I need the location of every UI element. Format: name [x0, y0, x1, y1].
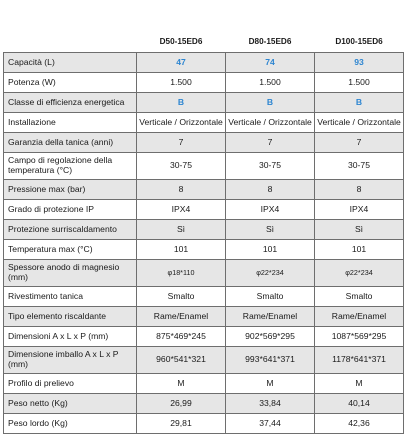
row-value-model-3: IPX4 [315, 200, 404, 220]
header-row [4, 32, 404, 53]
row-value-model-3: 30-75 [315, 153, 404, 180]
header-blank-cell [4, 32, 137, 53]
row-value-model-1: 29,81 [137, 414, 226, 434]
row-value-model-2: 33,84 [226, 394, 315, 414]
row-label: Peso lordo (Kg) [4, 414, 137, 434]
row-value-model-3: 40,14 [315, 394, 404, 414]
table-row [4, 53, 404, 73]
table-row [4, 113, 404, 133]
row-value-model-3: Smalto [315, 287, 404, 307]
row-value-model-1: Sì [137, 220, 226, 240]
row-value-model-2: Sì [226, 220, 315, 240]
row-label: Installazione [4, 113, 137, 133]
row-value-model-3: Rame/Enamel [315, 307, 404, 327]
row-value-model-2: 37,44 [226, 414, 315, 434]
row-value-model-2: 902*569*295 [226, 327, 315, 347]
row-value-model-1: B [137, 93, 226, 113]
row-value-model-2: 101 [226, 240, 315, 260]
row-value-model-3: 93 [315, 53, 404, 73]
row-value-model-1: φ18*110 [137, 260, 226, 287]
row-value-model-1: Rame/Enamel [137, 307, 226, 327]
row-value-model-1: 8 [137, 180, 226, 200]
row-value-model-2: IPX4 [226, 200, 315, 220]
row-value-model-1: IPX4 [137, 200, 226, 220]
row-value-model-3: φ22*234 [315, 260, 404, 287]
row-label: Tipo elemento riscaldante [4, 307, 137, 327]
table-row [4, 220, 404, 240]
row-value-model-2: Rame/Enamel [226, 307, 315, 327]
row-value-model-1: 1.500 [137, 73, 226, 93]
row-value-model-3: 1.500 [315, 73, 404, 93]
row-value-model-1: 960*541*321 [137, 347, 226, 374]
row-value-model-2: 7 [226, 133, 315, 153]
table-row [4, 327, 404, 347]
row-label: Pressione max (bar) [4, 180, 137, 200]
row-value-model-3: 101 [315, 240, 404, 260]
row-label: Dimensione imballo A x L x P (mm) [4, 347, 137, 374]
table-row [4, 93, 404, 113]
row-value-model-2: 74 [226, 53, 315, 73]
row-label: Campo di regolazione della temperatura (°C) [4, 153, 137, 180]
row-label: Capacità (L) [4, 53, 137, 73]
header-model-2: D80-15ED6 [248, 37, 292, 47]
row-value-model-3: M [315, 374, 404, 394]
row-value-model-3: 1178*641*371 [315, 347, 404, 374]
row-value-model-2: B [226, 93, 315, 113]
table-row [4, 153, 404, 180]
row-value-model-3: Sì [315, 220, 404, 240]
table-row [4, 260, 404, 287]
header-model-1: D50-15ED6 [159, 37, 203, 47]
row-label: Spessore anodo di magnesio (mm) [4, 260, 137, 287]
row-label: Potenza (W) [4, 73, 137, 93]
row-label: Peso netto (Kg) [4, 394, 137, 414]
row-label: Profilo di prelievo [4, 374, 137, 394]
row-value-model-2: φ22*234 [226, 260, 315, 287]
row-value-model-3: 1087*569*295 [315, 327, 404, 347]
table-row [4, 73, 404, 93]
row-value-model-2: 993*641*371 [226, 347, 315, 374]
header-model-3: D100-15ED6 [335, 37, 383, 47]
table-row [4, 287, 404, 307]
row-label: Protezione surriscaldamento [4, 220, 137, 240]
row-value-model-1: 30-75 [137, 153, 226, 180]
table-header [4, 32, 404, 53]
table-row [4, 347, 404, 374]
table-row [4, 374, 404, 394]
row-value-model-2: 30-75 [226, 153, 315, 180]
row-label: Classe di efficienza energetica [4, 93, 137, 113]
row-value-model-2: 8 [226, 180, 315, 200]
spec-sheet [3, 32, 404, 434]
row-value-model-3: 42,36 [315, 414, 404, 434]
row-value-model-1: Smalto [137, 287, 226, 307]
row-value-model-1: 7 [137, 133, 226, 153]
row-value-model-3: B [315, 93, 404, 113]
row-value-model-2: Verticale / Orizzontale [226, 113, 315, 133]
row-value-model-1: 26,99 [137, 394, 226, 414]
row-label: Grado di protezione IP [4, 200, 137, 220]
row-value-model-1: 47 [137, 53, 226, 73]
table-row [4, 133, 404, 153]
row-value-model-1: M [137, 374, 226, 394]
row-value-model-3: 8 [315, 180, 404, 200]
table-body [4, 53, 404, 434]
table-row [4, 307, 404, 327]
row-label: Rivestimento tanica [4, 287, 137, 307]
table-row [4, 200, 404, 220]
row-value-model-3: 7 [315, 133, 404, 153]
row-value-model-2: 1.500 [226, 73, 315, 93]
table-row [4, 414, 404, 434]
table-row [4, 180, 404, 200]
row-value-model-1: 101 [137, 240, 226, 260]
row-value-model-2: M [226, 374, 315, 394]
row-label: Garanzia della tanica (anni) [4, 133, 137, 153]
row-value-model-2: Smalto [226, 287, 315, 307]
table-row [4, 394, 404, 414]
specifications-table [3, 32, 404, 434]
row-value-model-3: Verticale / Orizzontale [315, 113, 404, 133]
row-label: Dimensioni A x L x P (mm) [4, 327, 137, 347]
row-label: Temperatura max (°C) [4, 240, 137, 260]
row-value-model-1: Verticale / Orizzontale [137, 113, 226, 133]
row-value-model-1: 875*469*245 [137, 327, 226, 347]
table-row [4, 240, 404, 260]
